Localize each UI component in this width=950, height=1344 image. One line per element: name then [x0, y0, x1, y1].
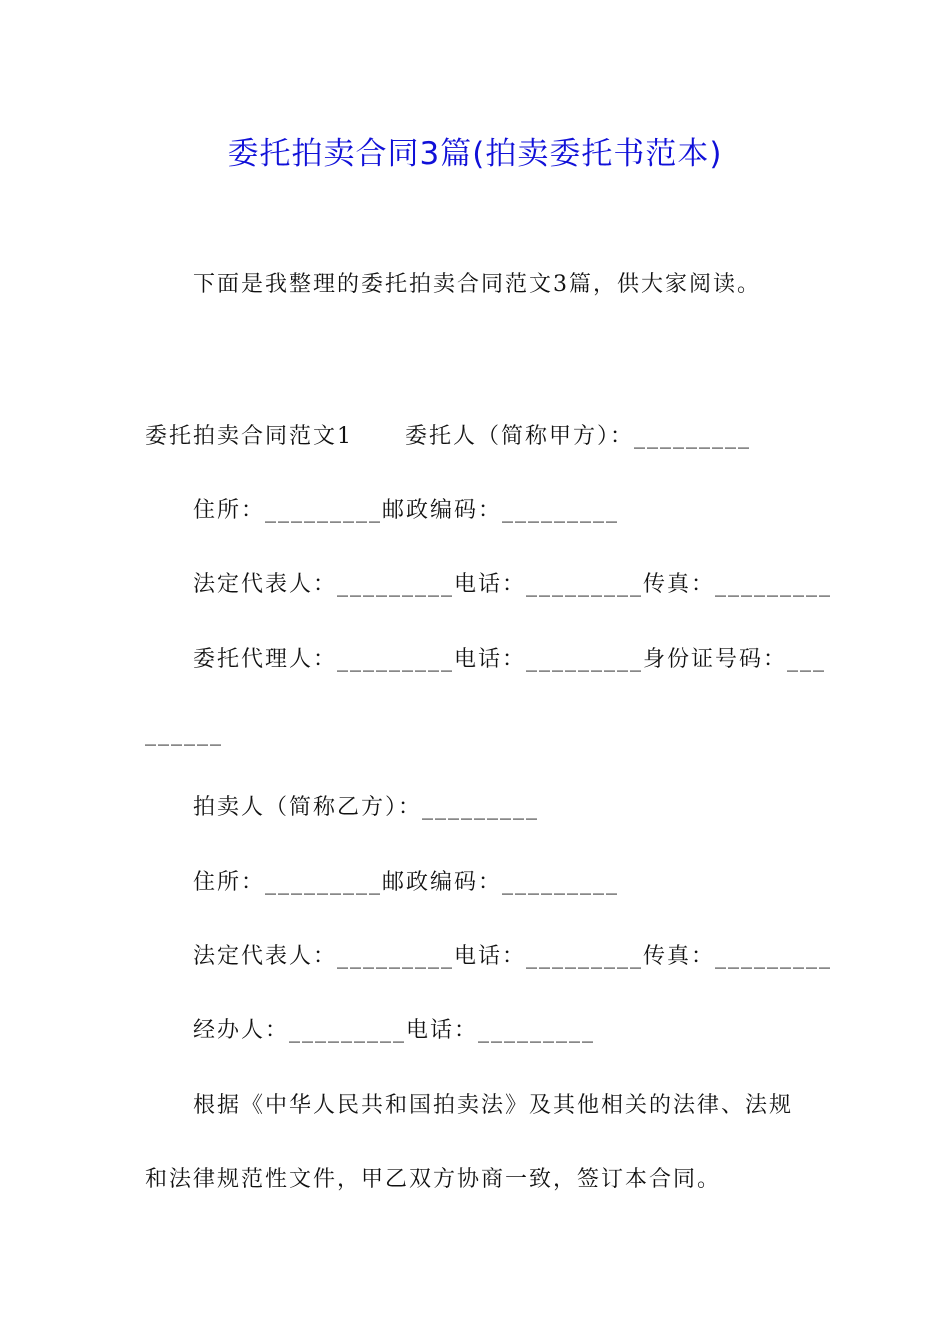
auctioneer-name-line: 拍卖人（简称乙方）：_________: [193, 795, 540, 820]
principal-agent-line: 委托代理人：_________电话：_________身份证号码：___: [193, 647, 827, 672]
principal-name-line: 委托人（简称甲方）：_________: [405, 424, 752, 449]
section-heading: 委托拍卖合同范文1: [145, 424, 353, 449]
principal-address-line: 住所：_________邮政编码：_________: [193, 498, 620, 523]
principal-legal-rep-line: 法定代表人：_________电话：_________传真：_________: [193, 572, 833, 597]
intro-paragraph: 下面是我整理的委托拍卖合同范文3篇，供大家阅读。: [193, 272, 761, 297]
basis-paragraph-line-2: 和法律规范性文件，甲乙双方协商一致，签订本合同。: [145, 1167, 722, 1192]
basis-paragraph-line-1: 根据《中华人民共和国拍卖法》及其他相关的法律、法规: [193, 1093, 794, 1118]
auctioneer-legal-rep-line: 法定代表人：_________电话：_________传真：_________: [193, 944, 833, 969]
auctioneer-handler-line: 经办人：_________电话：_________: [193, 1018, 596, 1043]
document-title: 委托拍卖合同3篇(拍卖委托书范本): [227, 136, 723, 172]
auctioneer-address-line: 住所：_________邮政编码：_________: [193, 870, 620, 895]
principal-agent-line-continued: ______: [145, 721, 223, 746]
section-heading-line: [145, 422, 751, 452]
